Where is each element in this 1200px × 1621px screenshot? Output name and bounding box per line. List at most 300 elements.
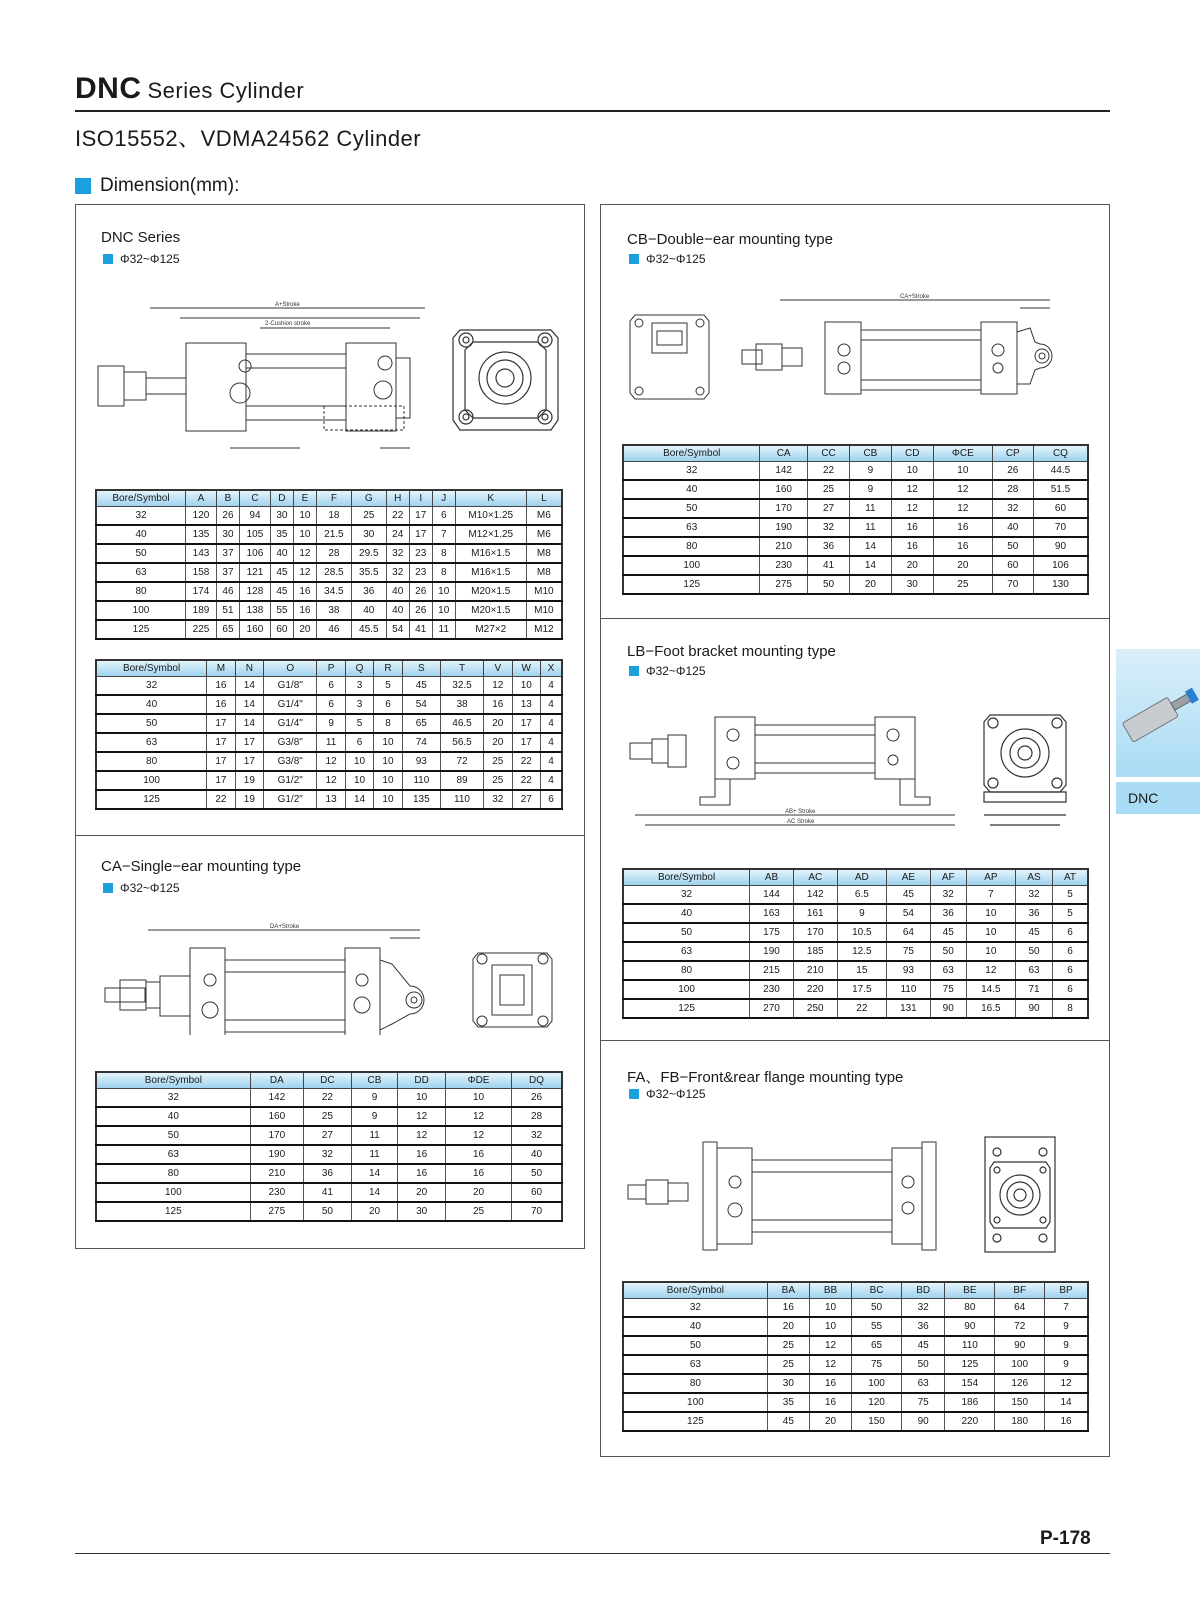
table-cell: 6 bbox=[1053, 923, 1088, 942]
table-header-row bbox=[623, 1282, 1088, 1298]
column-header: Bore/Symbol bbox=[96, 1072, 250, 1088]
table-cell: 40 bbox=[512, 1145, 562, 1164]
dnc-end-view-drawing bbox=[448, 320, 563, 445]
table-cell: M20×1.5 bbox=[455, 582, 526, 601]
table-cell: 100 bbox=[852, 1374, 902, 1393]
table-cell: 150 bbox=[852, 1412, 902, 1431]
table-cell: 10 bbox=[966, 923, 1015, 942]
table-cell: 40 bbox=[270, 544, 293, 563]
table-cell: 8 bbox=[374, 714, 402, 733]
table-cell: 225 bbox=[186, 620, 217, 639]
table-row bbox=[623, 904, 1088, 923]
table-cell: 17 bbox=[512, 733, 540, 752]
table-cell: 32 bbox=[484, 790, 512, 809]
table-cell: 106 bbox=[239, 544, 270, 563]
ca-end-view-drawing bbox=[470, 945, 555, 1035]
table-cell: 32 bbox=[992, 499, 1033, 518]
table-row bbox=[623, 480, 1088, 499]
table-cell: M27×2 bbox=[455, 620, 526, 639]
table-cell: 22 bbox=[807, 461, 849, 480]
table-cell: 55 bbox=[270, 601, 293, 620]
table-cell: 32 bbox=[807, 518, 849, 537]
lb-table bbox=[622, 868, 1089, 1019]
dimension-heading bbox=[75, 175, 239, 197]
table-cell: 63 bbox=[96, 733, 207, 752]
column-header: C bbox=[239, 490, 270, 506]
table-cell: 110 bbox=[440, 790, 483, 809]
table-cell: 50 bbox=[96, 544, 186, 563]
column-header: AP bbox=[966, 869, 1015, 885]
table-cell: 75 bbox=[852, 1355, 902, 1374]
table-cell: 90 bbox=[945, 1317, 995, 1336]
table-cell: 250 bbox=[793, 999, 837, 1018]
table-cell: 30 bbox=[351, 525, 386, 544]
table-cell: 3 bbox=[345, 695, 373, 714]
table-cell: 16.5 bbox=[966, 999, 1015, 1018]
table-cell: 11 bbox=[351, 1145, 397, 1164]
column-header: BE bbox=[945, 1282, 995, 1298]
table-cell: 30 bbox=[216, 525, 239, 544]
table-cell: 10 bbox=[512, 676, 540, 695]
column-header: CB bbox=[351, 1072, 397, 1088]
table-cell: 65 bbox=[852, 1336, 902, 1355]
table-row bbox=[96, 733, 562, 752]
table-cell: 9 bbox=[317, 714, 345, 733]
ca-side-view-drawing bbox=[100, 920, 450, 1035]
table-cell: 4 bbox=[540, 714, 562, 733]
table-cell: 10 bbox=[374, 752, 402, 771]
table-cell: 38 bbox=[440, 695, 483, 714]
table-cell: 25 bbox=[446, 1202, 512, 1221]
column-header: L bbox=[526, 490, 562, 506]
table-cell: 6 bbox=[432, 506, 455, 525]
lb-end-view-drawing bbox=[980, 710, 1075, 835]
table-cell: 12 bbox=[934, 480, 993, 499]
table-cell: 80 bbox=[623, 1374, 767, 1393]
table-cell: 5 bbox=[345, 714, 373, 733]
table-cell: 30 bbox=[270, 506, 293, 525]
table-cell: 275 bbox=[760, 575, 807, 594]
table-cell: 80 bbox=[96, 752, 207, 771]
table-cell: 12 bbox=[891, 480, 933, 499]
table-cell: M20×1.5 bbox=[455, 601, 526, 620]
table-cell: 16 bbox=[398, 1164, 446, 1183]
column-header: ΦCE bbox=[934, 445, 993, 461]
table-cell: 50 bbox=[807, 575, 849, 594]
table-cell: 175 bbox=[750, 923, 794, 942]
column-header: AD bbox=[837, 869, 886, 885]
table-cell: 10 bbox=[293, 525, 316, 544]
table-cell: 17 bbox=[235, 752, 263, 771]
table-cell: 19 bbox=[235, 790, 263, 809]
table-cell: 5 bbox=[1053, 904, 1088, 923]
column-header: P bbox=[317, 660, 345, 676]
table-cell: 40 bbox=[992, 518, 1033, 537]
table-cell: 17 bbox=[235, 733, 263, 752]
table-cell: 20 bbox=[850, 575, 891, 594]
column-header: D bbox=[270, 490, 293, 506]
ca-table bbox=[95, 1071, 563, 1222]
table-cell: 230 bbox=[750, 980, 794, 999]
dimension-heading-text: Dimension(mm): bbox=[100, 175, 240, 196]
table-cell: 50 bbox=[1016, 942, 1053, 961]
dnc-table-2 bbox=[95, 659, 563, 810]
column-header: BC bbox=[852, 1282, 902, 1298]
table-cell: 100 bbox=[623, 980, 750, 999]
table-cell: 29.5 bbox=[351, 544, 386, 563]
table-cell: 12 bbox=[809, 1355, 851, 1374]
table-cell: 9 bbox=[1045, 1317, 1088, 1336]
table-cell: 10 bbox=[809, 1298, 851, 1317]
table-cell: 16 bbox=[398, 1145, 446, 1164]
table-cell: 75 bbox=[930, 980, 966, 999]
table-cell: 89 bbox=[440, 771, 483, 790]
table-cell: M12 bbox=[526, 620, 562, 639]
table-cell: 9 bbox=[1045, 1336, 1088, 1355]
table-cell: 142 bbox=[793, 885, 837, 904]
column-header: BA bbox=[767, 1282, 809, 1298]
table-cell: 161 bbox=[793, 904, 837, 923]
table-cell: 94 bbox=[239, 506, 270, 525]
table-cell: 160 bbox=[250, 1107, 303, 1126]
column-header: I bbox=[409, 490, 432, 506]
table-cell: 170 bbox=[760, 499, 807, 518]
table-cell: 60 bbox=[1033, 499, 1088, 518]
table-cell: 10 bbox=[374, 790, 402, 809]
table-row bbox=[623, 1298, 1088, 1317]
column-header: K bbox=[455, 490, 526, 506]
column-header: A bbox=[186, 490, 217, 506]
table-cell: 36 bbox=[807, 537, 849, 556]
table-cell: 90 bbox=[1033, 537, 1088, 556]
table-cell: 40 bbox=[386, 582, 409, 601]
square-bullet-icon bbox=[103, 254, 113, 264]
table-row bbox=[623, 942, 1088, 961]
table-cell: 75 bbox=[887, 942, 931, 961]
table-header-row bbox=[623, 869, 1088, 885]
column-header: J bbox=[432, 490, 455, 506]
table-row bbox=[623, 999, 1088, 1018]
table-cell: 26 bbox=[512, 1088, 562, 1107]
table-cell: 26 bbox=[216, 506, 239, 525]
table-cell: 6 bbox=[1053, 980, 1088, 999]
table-cell: 174 bbox=[186, 582, 217, 601]
table-cell: 70 bbox=[992, 575, 1033, 594]
table-cell: 37 bbox=[216, 563, 239, 582]
table-row bbox=[96, 1126, 562, 1145]
table-cell: 74 bbox=[402, 733, 440, 752]
cb-side-view-drawing bbox=[740, 292, 1080, 417]
table-cell: 4 bbox=[540, 733, 562, 752]
table-cell: 36 bbox=[1016, 904, 1053, 923]
square-bullet-icon bbox=[629, 1089, 639, 1099]
table-row bbox=[623, 461, 1088, 480]
table-cell: 64 bbox=[995, 1298, 1045, 1317]
table-cell: 142 bbox=[760, 461, 807, 480]
table-cell: M16×1.5 bbox=[455, 544, 526, 563]
page-title bbox=[75, 72, 304, 106]
table-cell: G3/8" bbox=[264, 733, 317, 752]
table-cell: 27 bbox=[303, 1126, 351, 1145]
footer-rule bbox=[75, 1553, 1110, 1554]
table-cell: 17 bbox=[207, 752, 235, 771]
table-cell: 20 bbox=[293, 620, 316, 639]
table-cell: 46 bbox=[316, 620, 351, 639]
square-bullet-icon bbox=[103, 883, 113, 893]
table-cell: 41 bbox=[807, 556, 849, 575]
column-header: E bbox=[293, 490, 316, 506]
cylinder-product-image bbox=[1116, 649, 1200, 777]
table-cell: 11 bbox=[351, 1126, 397, 1145]
table-cell: 17 bbox=[409, 506, 432, 525]
table-cell: 26 bbox=[409, 582, 432, 601]
table-cell: 135 bbox=[186, 525, 217, 544]
column-header: G bbox=[351, 490, 386, 506]
table-cell: 7 bbox=[966, 885, 1015, 904]
table-row bbox=[96, 525, 562, 544]
table-cell: 28 bbox=[316, 544, 351, 563]
side-tab-dnc[interactable] bbox=[1116, 782, 1200, 814]
table-cell: 13 bbox=[317, 790, 345, 809]
table-cell: 20 bbox=[484, 733, 512, 752]
column-header: DA bbox=[250, 1072, 303, 1088]
table-row bbox=[96, 752, 562, 771]
table-cell: 16 bbox=[293, 601, 316, 620]
table-cell: 125 bbox=[96, 1202, 250, 1221]
table-cell: 16 bbox=[446, 1164, 512, 1183]
table-cell: 125 bbox=[623, 1412, 767, 1431]
column-header: CD bbox=[891, 445, 933, 461]
table-cell: 41 bbox=[409, 620, 432, 639]
table-cell: 12 bbox=[484, 676, 512, 695]
table-cell: G1/2" bbox=[264, 790, 317, 809]
table-cell: 5 bbox=[1053, 885, 1088, 904]
table-cell: 32 bbox=[386, 563, 409, 582]
column-header: H bbox=[386, 490, 409, 506]
table-cell: 6 bbox=[345, 733, 373, 752]
table-cell: 45 bbox=[270, 563, 293, 582]
table-cell: 150 bbox=[995, 1393, 1045, 1412]
column-header: AS bbox=[1016, 869, 1053, 885]
table-cell: 210 bbox=[760, 537, 807, 556]
table-cell: 13 bbox=[512, 695, 540, 714]
table-cell: 20 bbox=[398, 1183, 446, 1202]
table-cell: 10 bbox=[374, 733, 402, 752]
table-row bbox=[623, 556, 1088, 575]
table-row bbox=[623, 575, 1088, 594]
table-cell: 12 bbox=[293, 544, 316, 563]
table-cell: 35 bbox=[270, 525, 293, 544]
table-cell: 35 bbox=[767, 1393, 809, 1412]
table-cell: 36 bbox=[303, 1164, 351, 1183]
table-cell: 215 bbox=[750, 961, 794, 980]
fa-title: FA、FB−Front&rear flange mounting type bbox=[627, 1069, 904, 1086]
table-cell: 26 bbox=[409, 601, 432, 620]
column-header: AT bbox=[1053, 869, 1088, 885]
table-cell: 17.5 bbox=[837, 980, 886, 999]
table-cell: 36 bbox=[351, 582, 386, 601]
column-header: T bbox=[440, 660, 483, 676]
table-cell: 93 bbox=[402, 752, 440, 771]
table-cell: M16×1.5 bbox=[455, 563, 526, 582]
table-cell: 36 bbox=[901, 1317, 944, 1336]
table-cell: M8 bbox=[526, 544, 562, 563]
table-cell: 80 bbox=[623, 961, 750, 980]
table-cell: 10 bbox=[891, 461, 933, 480]
table-header-row bbox=[96, 490, 562, 506]
table-row bbox=[623, 1317, 1088, 1336]
dnc-range bbox=[103, 252, 180, 266]
ca-title: CA−Single−ear mounting type bbox=[101, 858, 302, 875]
table-cell: 46 bbox=[216, 582, 239, 601]
table-cell: 12 bbox=[966, 961, 1015, 980]
table-row bbox=[623, 1374, 1088, 1393]
table-cell: 50 bbox=[992, 537, 1033, 556]
table-cell: 105 bbox=[239, 525, 270, 544]
table-cell: 27 bbox=[512, 790, 540, 809]
table-cell: 45 bbox=[901, 1336, 944, 1355]
table-cell: 10 bbox=[934, 461, 993, 480]
table-cell: 14 bbox=[235, 695, 263, 714]
table-cell: 16 bbox=[934, 537, 993, 556]
table-cell: 50 bbox=[901, 1355, 944, 1374]
table-cell: 40 bbox=[96, 695, 207, 714]
table-cell: 16 bbox=[207, 676, 235, 695]
table-cell: 14 bbox=[850, 556, 891, 575]
table-cell: 100 bbox=[96, 1183, 250, 1202]
column-header: BP bbox=[1045, 1282, 1088, 1298]
table-cell: 65 bbox=[216, 620, 239, 639]
table-cell: 135 bbox=[402, 790, 440, 809]
table-cell: 180 bbox=[995, 1412, 1045, 1431]
table-cell: 120 bbox=[852, 1393, 902, 1412]
table-cell: 56.5 bbox=[440, 733, 483, 752]
fa-range-text: Φ32~Φ125 bbox=[646, 1087, 706, 1101]
table-cell: 14 bbox=[351, 1183, 397, 1202]
cb-end-view-drawing bbox=[627, 305, 712, 410]
table-cell: 36 bbox=[930, 904, 966, 923]
table-row bbox=[623, 499, 1088, 518]
table-cell: 126 bbox=[995, 1374, 1045, 1393]
table-cell: 32 bbox=[623, 1298, 767, 1317]
table-cell: 6.5 bbox=[837, 885, 886, 904]
table-cell: 51.5 bbox=[1033, 480, 1088, 499]
lb-range-text: Φ32~Φ125 bbox=[646, 664, 706, 678]
table-cell: 230 bbox=[760, 556, 807, 575]
table-cell: 25 bbox=[767, 1355, 809, 1374]
table-cell: 14 bbox=[235, 714, 263, 733]
table-cell: G3/8" bbox=[264, 752, 317, 771]
table-cell: 10 bbox=[345, 752, 373, 771]
table-cell: 63 bbox=[930, 961, 966, 980]
table-cell: 50 bbox=[623, 499, 760, 518]
table-cell: 9 bbox=[351, 1107, 397, 1126]
cb-range-text: Φ32~Φ125 bbox=[646, 252, 706, 266]
table-cell: 220 bbox=[793, 980, 837, 999]
fa-table bbox=[622, 1281, 1089, 1432]
table-row bbox=[96, 676, 562, 695]
table-row bbox=[623, 1393, 1088, 1412]
table-row bbox=[623, 923, 1088, 942]
table-cell: 12 bbox=[398, 1107, 446, 1126]
cb-table bbox=[622, 444, 1089, 595]
table-cell: 32 bbox=[623, 461, 760, 480]
table-cell: 125 bbox=[945, 1355, 995, 1374]
table-cell: 70 bbox=[1033, 518, 1088, 537]
lb-stroke-label-2: AC Stroke bbox=[787, 819, 815, 825]
cb-range bbox=[629, 252, 706, 266]
column-header: B bbox=[216, 490, 239, 506]
table-cell: 20 bbox=[809, 1412, 851, 1431]
table-cell: 6 bbox=[1053, 961, 1088, 980]
table-cell: 100 bbox=[623, 556, 760, 575]
table-cell: 32 bbox=[386, 544, 409, 563]
table-cell: 10.5 bbox=[837, 923, 886, 942]
table-cell: 14 bbox=[351, 1164, 397, 1183]
header-rule bbox=[75, 110, 1110, 112]
table-cell: 190 bbox=[750, 942, 794, 961]
column-header: M bbox=[207, 660, 235, 676]
table-row bbox=[96, 1088, 562, 1107]
table-cell: 20 bbox=[767, 1317, 809, 1336]
table-cell: 60 bbox=[512, 1183, 562, 1202]
table-cell: 32 bbox=[623, 885, 750, 904]
table-cell: 12 bbox=[317, 752, 345, 771]
table-cell: 110 bbox=[887, 980, 931, 999]
table-cell: 45 bbox=[402, 676, 440, 695]
table-cell: 50 bbox=[852, 1298, 902, 1317]
square-bullet-icon bbox=[75, 178, 91, 194]
table-cell: 28.5 bbox=[316, 563, 351, 582]
table-cell: 10 bbox=[432, 582, 455, 601]
table-cell: 51 bbox=[216, 601, 239, 620]
table-cell: 121 bbox=[239, 563, 270, 582]
column-header: S bbox=[402, 660, 440, 676]
table-cell: 35.5 bbox=[351, 563, 386, 582]
column-header: Q bbox=[345, 660, 373, 676]
table-header-row bbox=[96, 1072, 562, 1088]
table-cell: 32 bbox=[96, 676, 207, 695]
dnc-stroke-label: A+Stroke bbox=[275, 302, 300, 308]
table-cell: 20 bbox=[351, 1202, 397, 1221]
square-bullet-icon bbox=[629, 666, 639, 676]
table-cell: 26 bbox=[992, 461, 1033, 480]
column-header: AC bbox=[793, 869, 837, 885]
column-header: X bbox=[540, 660, 562, 676]
table-cell: 16 bbox=[293, 582, 316, 601]
table-cell: M10 bbox=[526, 582, 562, 601]
table-cell: 72 bbox=[440, 752, 483, 771]
cb-title: CB−Double−ear mounting type bbox=[627, 231, 833, 248]
table-cell: 27 bbox=[807, 499, 849, 518]
table-cell: 12.5 bbox=[837, 942, 886, 961]
table-cell: 16 bbox=[1045, 1412, 1088, 1431]
table-cell: 12 bbox=[446, 1107, 512, 1126]
table-cell: 70 bbox=[512, 1202, 562, 1221]
table-cell: 10 bbox=[398, 1088, 446, 1107]
table-row bbox=[96, 601, 562, 620]
table-cell: 6 bbox=[540, 790, 562, 809]
table-cell: 25 bbox=[351, 506, 386, 525]
table-cell: 11 bbox=[432, 620, 455, 639]
table-cell: 125 bbox=[96, 620, 186, 639]
table-cell: 6 bbox=[374, 695, 402, 714]
table-cell: M6 bbox=[526, 506, 562, 525]
table-cell: 16 bbox=[809, 1393, 851, 1412]
column-header: BB bbox=[809, 1282, 851, 1298]
table-cell: 12 bbox=[809, 1336, 851, 1355]
dnc-table-1 bbox=[95, 489, 563, 640]
